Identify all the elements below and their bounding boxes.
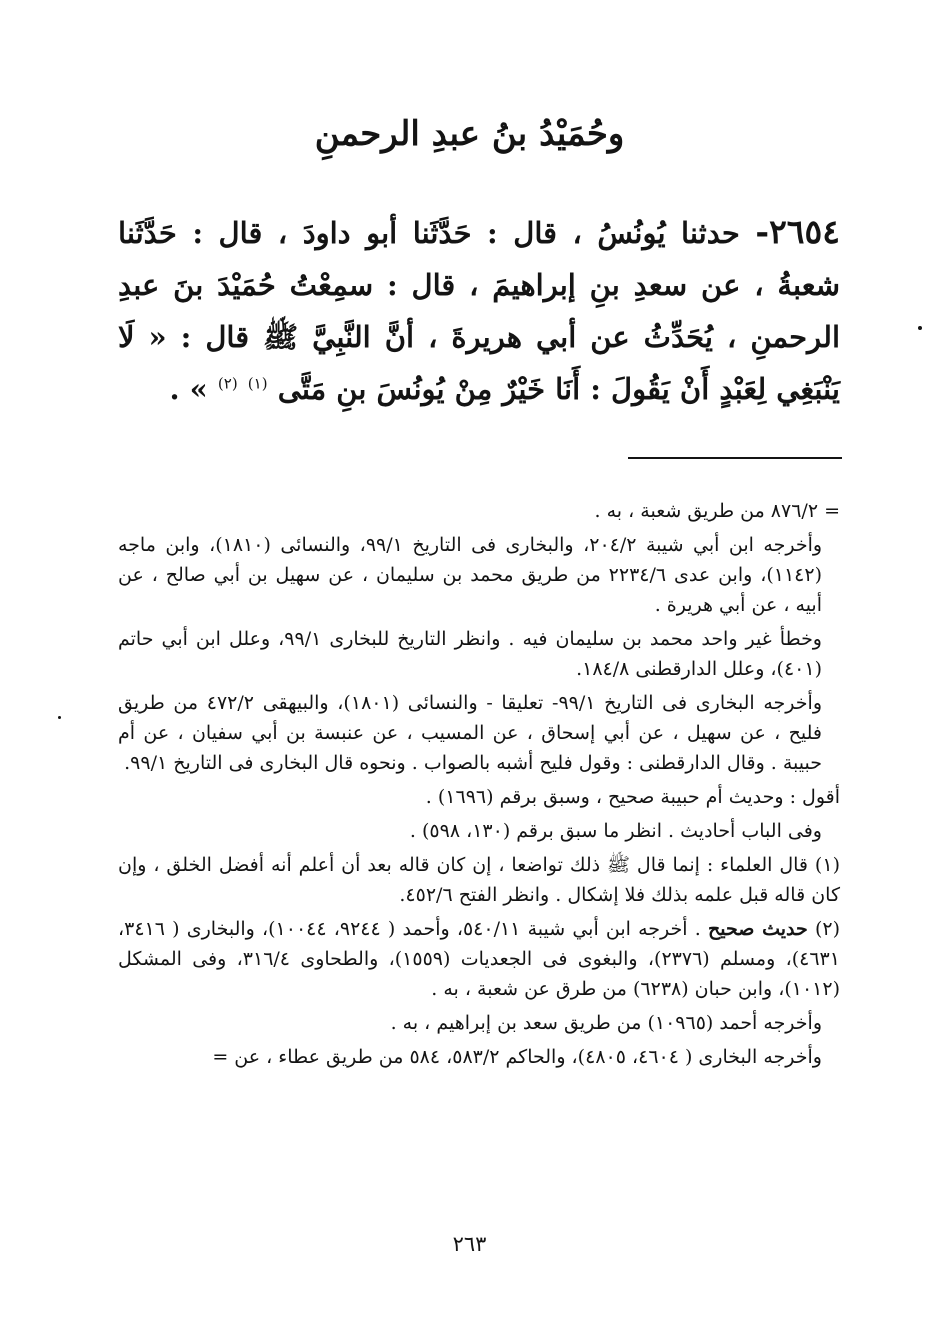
footnote-1: (١) قال العلماء : إنما قال ﷺ ذلك تواضعا ، إن كان قاله بعد أن أعلم أنه أفضل الخلق ، وإن كان قاله قبل علمه بذلك فلا إشكال . وانظر الفتح ٤٥٢/٦. (118, 854, 840, 906)
footnote-paragraph: أقول : وحديث أم حبيبة صحيح ، وسبق برقم (١٦٩٦) . (425, 786, 840, 808)
hadith-body: حدثنا يُونُسُ ، قال : حَدَّثَنا أبو داودَ ، قال : حَدَّثَنا شعبةُ ، عن سعدِ بنِ إبراهيمَ ، قال : سمِعْتُ حُمَيْدَ بنَ عبدِ الرحمنِ ، يُحَدِّثُ عن أبي هريرةَ ، أنَّ النَّبِيَّ ﷺ قال : « لَا يَنْبَغِي لِعَبْدٍ أَنْ يَقُولَ : أَنَا خَيْرٌ مِنْ يُونُسَ بنِ مَتَّى (118, 216, 840, 406)
chapter-title: وحُمَيْدُ بنُ عبدِ الرحمنِ (314, 114, 625, 154)
footnote-paragraph: وأخرجه البخارى فى التاريخ ٩٩/١- تعليقا - والنسائى (١٨٠١)، والبيهقى ٤٧٢/٢ من طريق فليح ، عن سهيل ، عن أبي إسحاق ، عن المسيب ، عن عنبسة بن أبي سفيان ، عن أم حبيبة . وقال الدارقطنى : وقول فليح أشبه بالصواب . ونحوه قال البخارى فى التاريخ ٩٩/١. (118, 692, 822, 774)
footnote-paragraph: وأخرجه ابن أبي شيبة ٢٠٤/٢، والبخارى فى التاريخ ٩٩/١، والنسائى (١٨١٠)، وابن ماجه (١١٤٢)، وابن عدى ٢٢٣٤/٦ من طريق محمد بن سليمان ، عن سهيل بن أبي صالح ، عن أبيه ، عن أبي هريرة . (118, 534, 823, 616)
hadith-text-block (118, 206, 840, 415)
footnote-paragraph: وفى الباب أحاديث . انظر ما سبق برقم (١٣٠، ٥٩٨) . (409, 820, 822, 842)
footnote-2: (٢) حديث صحيح . أخرجه ابن أبي شيبة ٥٤٠/١١، وأحمد ( ٩٢٤٤، ١٠٠٤٤)، والبخارى ( ٣٤١٦، ٤٦٣١)، ومسلم (٢٣٧٦)، والبغوى فى الجعديات (١٥٥٩)، والطحاوى ٣١٦/٤، وفى المشكل (١٠١٢)، وابن حبان (٦٢٣٨) من طرق عن شعبة ، به . (118, 918, 840, 1000)
scan-speck (58, 716, 61, 719)
hadith-number: ٢٦٥٤- (755, 212, 840, 251)
footnote-separator-rule (628, 457, 842, 459)
footnote-marker-1[interactable]: (١) (247, 374, 268, 393)
footnote-paragraph: وأخرجه البخارى ( ٤٦٠٤، ٤٨٠٥)، والحاكم ٥٨٣/٢، ٥٨٤ من طريق عطاء ، عن = (212, 1046, 822, 1068)
footnote-continuation: = ٨٧٦/٢ من طريق شعبة ، به . (594, 500, 840, 522)
footnotes-block (118, 496, 840, 1076)
scan-speck (918, 326, 922, 330)
page-number: ٢٦٣ (452, 1232, 487, 1256)
hadith-grade-label: حديث صحيح (707, 918, 808, 940)
footnote-marker-2[interactable]: (٢) (217, 374, 238, 393)
hadith-closing: » . (169, 372, 208, 406)
footnote-paragraph: وخطأ غير واحد محمد بن سليمان فيه . وانظر التاريخ للبخارى ٩٩/١، وعلل ابن أبي حاتم (٤٠١)، وعلل الدارقطنى ١٨٤/٨. (118, 628, 822, 680)
footnote-paragraph: وأخرجه أحمد (١٠٩٦٥) من طريق سعد بن إبراهيم ، به . (390, 1012, 822, 1034)
